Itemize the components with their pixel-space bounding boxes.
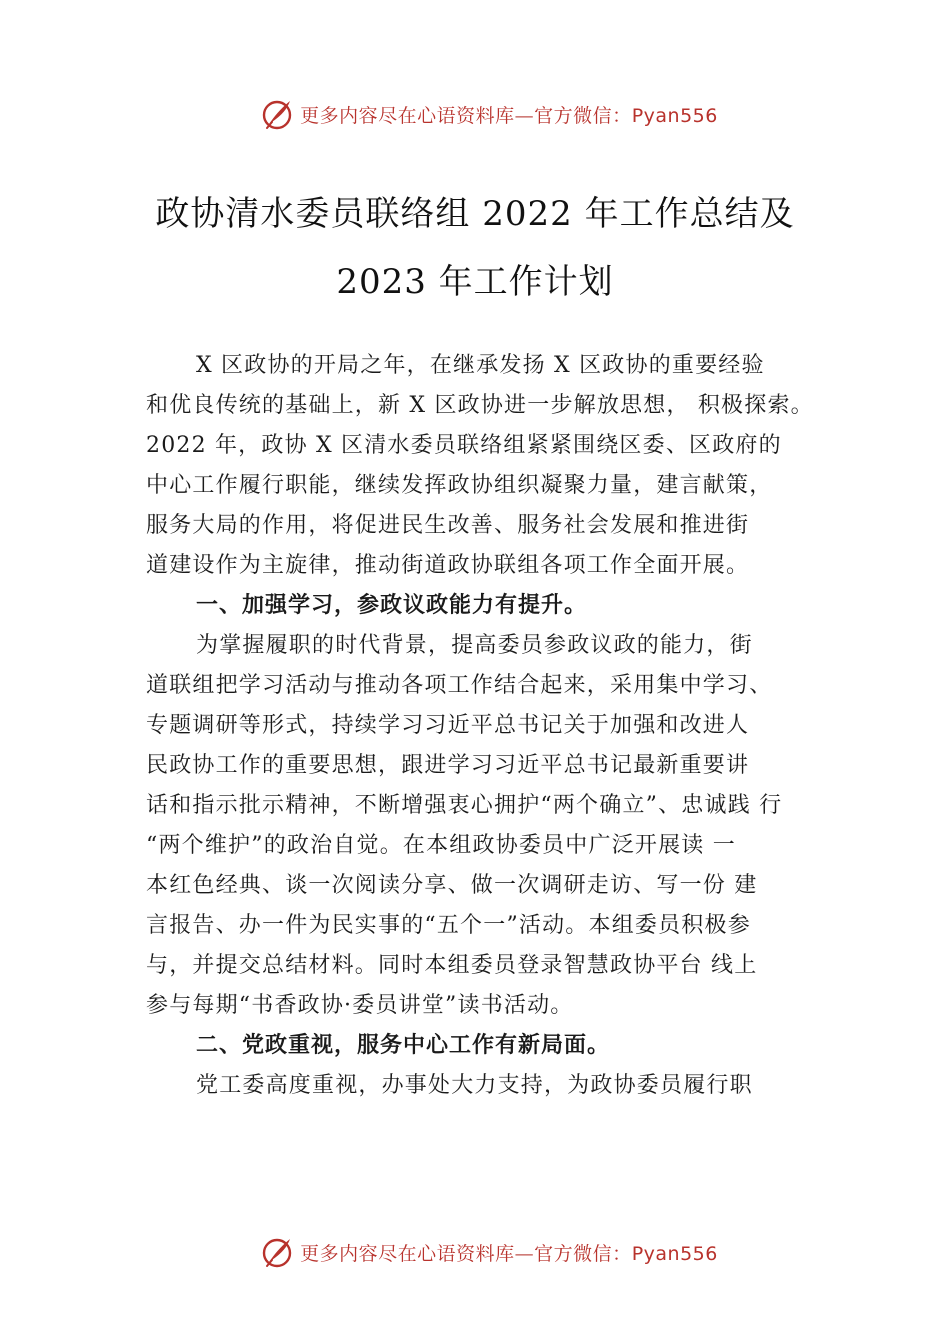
paragraph-line: 言报告、办一件为民实事的“五个一”活动。本组委员积极参 <box>146 913 751 938</box>
paragraph-line: 为掌握履职的时代背景，提高委员参政议政的能力，街 <box>196 633 753 658</box>
banner-slogan: 更多内容尽在心语资料库 <box>300 1242 515 1265</box>
banner-slogan: 更多内容尽在心语资料库 <box>300 104 515 127</box>
banner-wechat-handle: Pyan556 <box>631 1242 718 1265</box>
feather-pen-logo-icon <box>260 1235 294 1269</box>
paragraph-line: 中心工作履行职能，继续发挥政协组织凝聚力量，建言献策， <box>146 473 773 498</box>
paragraph-line: 2022 年，政协 X 区清水委员联络组紧紧围绕区委、区政府的 <box>146 433 782 458</box>
paragraph-line: “两个维护”的政治自觉。在本组政协委员中广泛开展读 一 <box>146 833 736 858</box>
paragraph-line: 服务大局的作用，将促进民生改善、服务社会发展和推进街 <box>146 513 750 538</box>
paragraph-line: 道建设作为主旋律，推动街道政协联组各项工作全面开展。 <box>146 553 750 578</box>
paragraph-line: 民政协工作的重要思想，跟进学习习近平总书记最新重要讲 <box>146 753 750 778</box>
footer-banner-text <box>300 1239 718 1266</box>
banner-wechat-handle: Pyan556 <box>631 104 718 127</box>
document-title-line-1: 政协清水委员联络组 2022 年工作总结及 <box>155 194 795 234</box>
banner-separator: — <box>514 104 535 127</box>
feather-pen-logo-icon <box>260 97 294 131</box>
paragraph-line: 专题调研等形式，持续学习习近平总书记关于加强和改进人 <box>146 713 750 738</box>
paragraph-line: 本红色经典、谈一次阅读分享、做一次调研走访、写一份 建 <box>146 873 758 898</box>
paragraph-line: 和优良传统的基础上，新 X 区政协进一步解放思想， 积极探索。 <box>146 393 814 418</box>
paragraph-line: 党工委高度重视，办事处大力支持，为政协委员履行职 <box>196 1073 753 1098</box>
paragraph-line: 参与每期“书香政协·委员讲堂”读书活动。 <box>146 993 574 1018</box>
banner-separator: — <box>514 1242 535 1265</box>
header-banner-text <box>300 101 718 128</box>
banner-wechat-label: 官方微信： <box>534 1242 632 1265</box>
paragraph-line: 与，并提交总结材料。同时本组委员登录智慧政协平台 线上 <box>146 953 758 978</box>
section-heading: 二、党政重视，服务中心工作有新局面。 <box>196 1033 611 1058</box>
footer-banner <box>0 1232 950 1272</box>
paragraph-line: 道联组把学习活动与推动各项工作结合起来，采用集中学习、 <box>146 673 773 698</box>
document-body <box>146 346 816 1106</box>
header-banner-content <box>260 97 718 131</box>
banner-wechat-label: 官方微信： <box>534 104 632 127</box>
document-title-line-2: 2023 年工作计划 <box>336 262 614 302</box>
footer-banner-content <box>260 1235 718 1269</box>
paragraph-line: X 区政协的开局之年，在继承发扬 X 区政协的重要经验 <box>196 353 765 378</box>
section-heading: 一、加强学习，参政议政能力有提升。 <box>196 593 588 618</box>
header-banner <box>0 94 950 134</box>
paragraph-line: 话和指示批示精神，不断增强衷心拥护“两个确立”、忠诚践 行 <box>146 793 783 818</box>
